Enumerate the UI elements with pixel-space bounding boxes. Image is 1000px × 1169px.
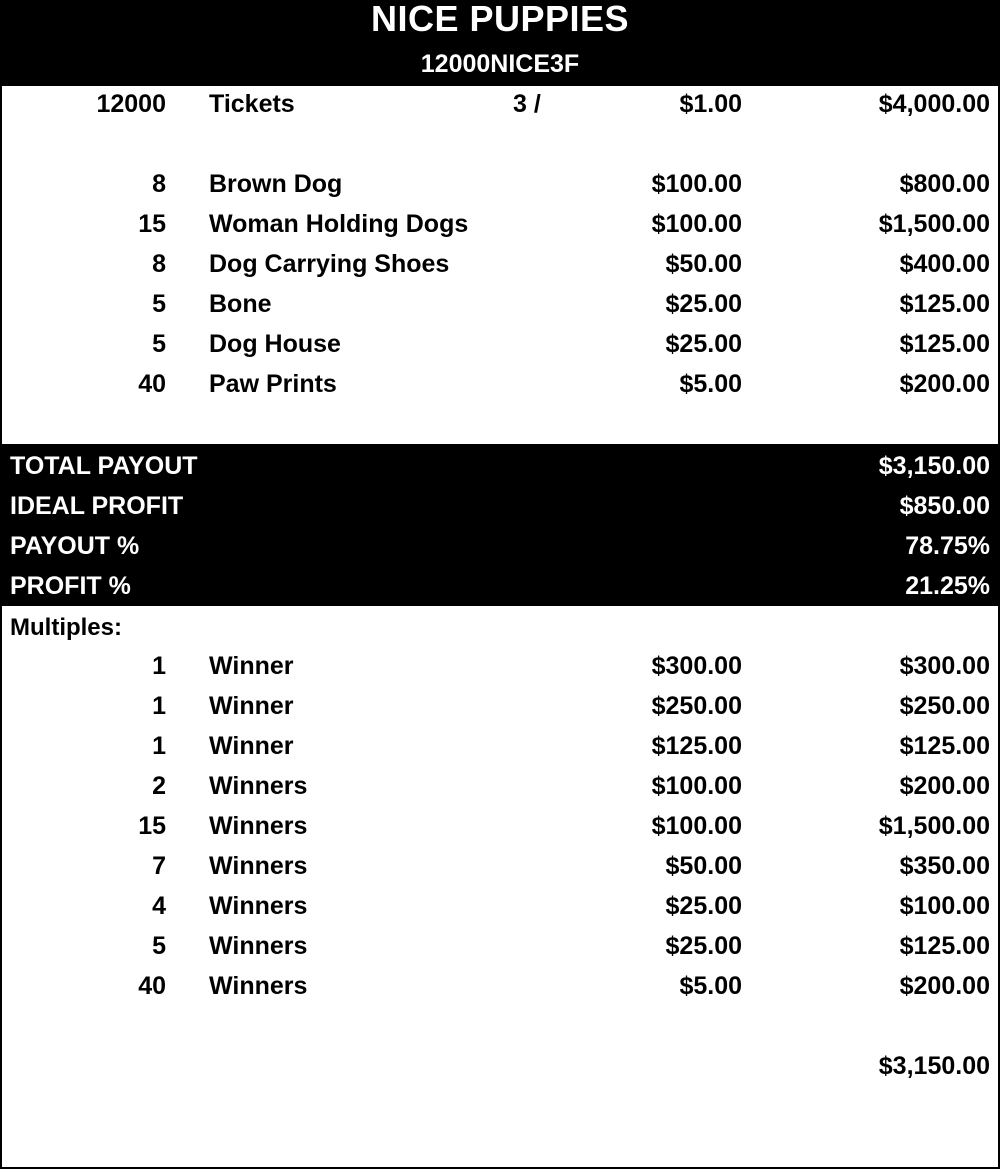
multiple-total: $125.00	[899, 932, 990, 960]
multiple-quantity: 1	[152, 652, 166, 680]
summary-value: $3,150.00	[878, 452, 990, 480]
multiple-row	[2, 968, 998, 1004]
summary-row-ideal-profit	[2, 486, 998, 526]
prize-row	[2, 366, 998, 402]
grand-total-row	[2, 1048, 998, 1084]
summary-label: PAYOUT %	[10, 532, 140, 560]
prize-name: Paw Prints	[209, 370, 337, 398]
multiple-label: Winners	[209, 812, 308, 840]
multiple-total: $350.00	[899, 852, 990, 880]
multiple-quantity: 1	[152, 732, 166, 760]
multiple-row	[2, 688, 998, 724]
multiple-total: $125.00	[899, 732, 990, 760]
multiple-label: Winners	[209, 772, 308, 800]
multiple-unit-value: $25.00	[665, 932, 742, 960]
grand-total: $3,150.00	[878, 1052, 990, 1080]
prize-quantity: 5	[152, 290, 166, 318]
multiple-label: Winner	[209, 732, 294, 760]
prize-name: Dog House	[209, 330, 341, 358]
multiple-quantity: 5	[152, 932, 166, 960]
prize-total: $400.00	[899, 250, 990, 278]
summary-row-total-payout	[2, 446, 998, 486]
multiple-label: Winners	[209, 932, 308, 960]
multiple-total: $1,500.00	[878, 812, 990, 840]
prize-unit-value: $25.00	[665, 330, 742, 358]
multiple-unit-value: $300.00	[651, 652, 742, 680]
multiple-unit-value: $50.00	[665, 852, 742, 880]
multiple-unit-value: $25.00	[665, 892, 742, 920]
multiple-row	[2, 728, 998, 764]
multiple-row	[2, 808, 998, 844]
multiple-unit-value: $100.00	[651, 772, 742, 800]
multiple-unit-value: $250.00	[651, 692, 742, 720]
multiple-quantity: 7	[152, 852, 166, 880]
multiple-total: $200.00	[899, 772, 990, 800]
summary-value: $850.00	[899, 492, 990, 520]
multiple-unit-value: $100.00	[651, 812, 742, 840]
prize-quantity: 8	[152, 170, 166, 198]
multiple-label: Winner	[209, 652, 294, 680]
game-code: 12000NICE3F	[420, 50, 580, 78]
multiple-total: $300.00	[899, 652, 990, 680]
tickets-per: 3 /	[513, 90, 541, 118]
prize-row	[2, 166, 998, 202]
tickets-quantity: 12000	[96, 90, 166, 118]
multiple-total: $100.00	[899, 892, 990, 920]
prize-row	[2, 206, 998, 242]
multiple-label: Winners	[209, 972, 308, 1000]
prize-total: $125.00	[899, 330, 990, 358]
summary-value: 21.25%	[905, 572, 990, 600]
multiple-label: Winners	[209, 852, 308, 880]
summary-row-payout-percent	[2, 526, 998, 566]
summary-label: TOTAL PAYOUT	[10, 452, 198, 480]
multiple-row	[2, 848, 998, 884]
prize-row	[2, 286, 998, 322]
prize-name: Woman Holding Dogs	[209, 210, 469, 238]
prize-unit-value: $100.00	[651, 210, 742, 238]
summary-label: PROFIT %	[10, 572, 131, 600]
prize-quantity: 40	[138, 370, 166, 398]
multiple-quantity: 4	[152, 892, 166, 920]
prize-name: Dog Carrying Shoes	[209, 250, 450, 278]
prize-total: $125.00	[899, 290, 990, 318]
multiple-total: $200.00	[899, 972, 990, 1000]
multiple-row	[2, 928, 998, 964]
tickets-label: Tickets	[209, 90, 295, 118]
multiple-row	[2, 768, 998, 804]
tickets-price: $1.00	[679, 90, 742, 118]
multiple-total: $250.00	[899, 692, 990, 720]
summary-label: IDEAL PROFIT	[10, 492, 184, 520]
prize-unit-value: $100.00	[651, 170, 742, 198]
summary-row-profit-percent	[2, 566, 998, 606]
multiple-label: Winners	[209, 892, 308, 920]
prize-name: Brown Dog	[209, 170, 343, 198]
multiple-unit-value: $125.00	[651, 732, 742, 760]
prize-total: $1,500.00	[878, 210, 990, 238]
prize-unit-value: $50.00	[665, 250, 742, 278]
prize-row	[2, 246, 998, 282]
multiple-quantity: 2	[152, 772, 166, 800]
multiple-row	[2, 648, 998, 684]
multiple-quantity: 15	[138, 812, 166, 840]
multiple-quantity: 1	[152, 692, 166, 720]
multiple-quantity: 40	[138, 972, 166, 1000]
multiple-label: Winner	[209, 692, 294, 720]
prize-row	[2, 326, 998, 362]
summary-value: 78.75%	[905, 532, 990, 560]
prize-quantity: 8	[152, 250, 166, 278]
prize-unit-value: $25.00	[665, 290, 742, 318]
multiple-row	[2, 888, 998, 924]
tickets-row	[2, 86, 998, 122]
header-banner	[2, 0, 998, 86]
page-title: NICE PUPPIES	[370, 0, 630, 39]
multiple-unit-value: $5.00	[679, 972, 742, 1000]
multiples-heading: Multiples:	[10, 614, 122, 641]
prize-unit-value: $5.00	[679, 370, 742, 398]
prize-quantity: 5	[152, 330, 166, 358]
prize-total: $200.00	[899, 370, 990, 398]
prize-quantity: 15	[138, 210, 166, 238]
prize-name: Bone	[209, 290, 272, 318]
tickets-total: $4,000.00	[878, 90, 990, 118]
prize-total: $800.00	[899, 170, 990, 198]
summary-panel	[2, 444, 998, 606]
